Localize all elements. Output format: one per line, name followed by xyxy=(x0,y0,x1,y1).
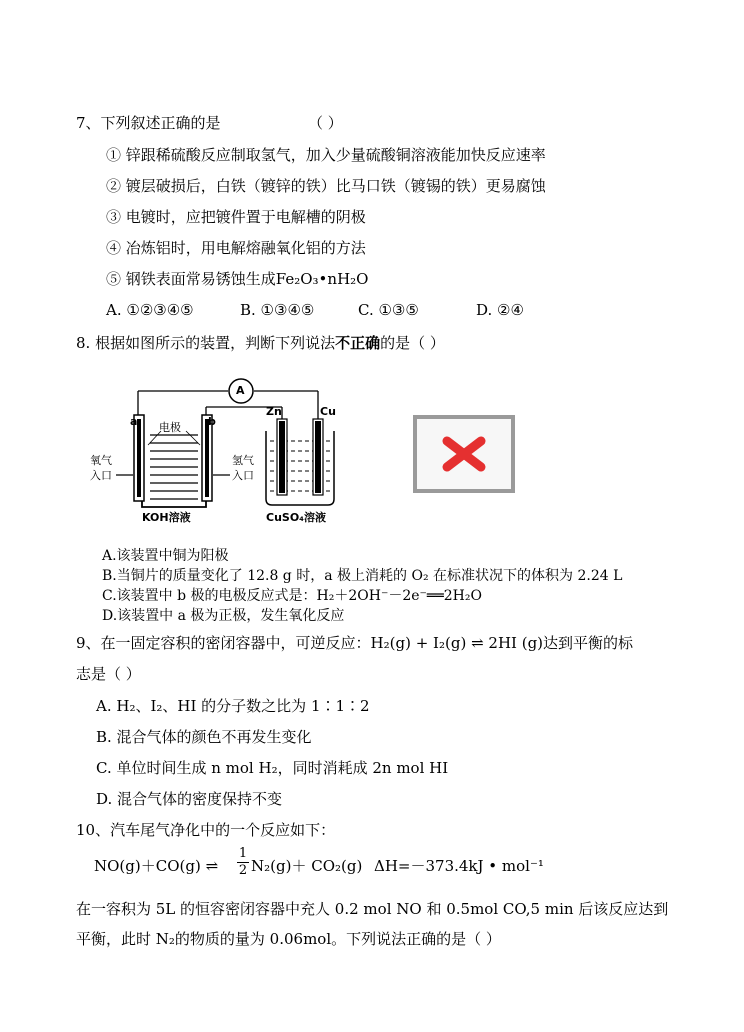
q8-option-a: A.该装置中铜为阳极 xyxy=(102,548,229,564)
apparatus-diagram xyxy=(86,375,356,525)
q9-stem-line1: 9、在一固定容积的密闭容器中，可逆反应：H₂(g) + I₂(g) ⇌ 2HI (g)达到平衡的标 xyxy=(76,634,634,652)
fraction-numerator: 1 xyxy=(238,846,248,861)
q7-option-b: B. ①③④⑤ xyxy=(240,301,315,319)
broken-image-placeholder xyxy=(413,415,515,493)
q10-line1: 在一容积为 5L 的恒容密闭容器中充人 0.2 mol NO 和 0.5mol CO,5 min 后该反应达到 xyxy=(76,900,669,918)
q8-stem-bold: 不正确 xyxy=(335,334,381,352)
fraction-denominator: 2 xyxy=(238,863,248,878)
q8-option-d: D.该装置中 a 极为正极，发生氧化反应 xyxy=(102,608,345,624)
q7-option-c: C. ①③⑤ xyxy=(358,301,419,319)
q9-option-b: B. 混合气体的颜色不再发生变化 xyxy=(96,728,312,746)
q8-stem xyxy=(76,333,445,353)
q9-option-a: A. H₂、I₂、HI 的分子数之比为 1∶1∶2 xyxy=(96,697,370,715)
label-hydrogen-inlet: 氢气 入口 xyxy=(232,454,254,482)
label-koh: KOH溶液 xyxy=(142,511,191,524)
q7-item-1: ① 锌跟稀硫酸反应制取氢气，加入少量硫酸铜溶液能加快反应速率 xyxy=(106,146,546,164)
red-x-icon xyxy=(417,419,511,489)
label-cuso4: CuSO₄溶液 xyxy=(266,511,326,524)
q10-stem: 10、汽车尾气净化中的一个反应如下： xyxy=(76,821,336,839)
q10-enthalpy: ΔH=－373.4kJ • mol⁻¹ xyxy=(374,857,544,875)
q7-stem: 7、下列叙述正确的是 xyxy=(76,114,221,132)
label-cu: Cu xyxy=(320,405,336,418)
label-zn: Zn xyxy=(266,405,282,418)
q7-option-d: D. ②④ xyxy=(476,301,524,319)
q7-item-4: ④ 冶炼铝时，用电解熔融氧化铝的方法 xyxy=(106,239,366,257)
q7-item-5: ⑤ 钢铁表面常易锈蚀生成Fe₂O₃•nH₂O xyxy=(106,270,369,288)
q10-equation-right: N₂(g)＋ CO₂(g) xyxy=(251,857,363,875)
q8-stem-post: 的是（ ） xyxy=(380,334,445,352)
q7-option-a: A. ①②③④⑤ xyxy=(106,301,194,319)
q8-stem-pre: 8. 根据如图所示的装置，判断下列说法 xyxy=(76,334,336,352)
label-electrode: 电极 xyxy=(159,421,181,434)
q8-option-b: B.当铜片的质量变化了 12.8 g 时，a 极上消耗的 O₂ 在标准状况下的体积为 2.24 L xyxy=(102,568,623,584)
ammeter-label: A xyxy=(236,384,245,397)
q9-option-c: C. 单位时间生成 n mol H₂，同时消耗成 2n mol HI xyxy=(96,759,449,777)
q9-stem-line2: 志是（ ） xyxy=(76,665,141,683)
q7-paren: （ ） xyxy=(308,114,343,132)
q10-equation-left: NO(g)＋CO(g) ⇌ xyxy=(94,857,219,875)
q8-figure xyxy=(86,375,356,525)
label-a: a xyxy=(130,415,138,428)
q10-line2: 平衡，此时 N₂的物质的量为 0.06mol。下列说法正确的是（ ） xyxy=(76,930,501,948)
q7-item-2: ② 镀层破损后，白铁（镀锌的铁）比马口铁（镀锡的铁）更易腐蚀 xyxy=(106,177,546,195)
q10-equation-fraction xyxy=(237,846,249,879)
label-b: b xyxy=(208,415,216,428)
q7-item-3: ③ 电镀时，应把镀件置于电解槽的阴极 xyxy=(106,208,366,226)
q9-option-d: D. 混合气体的密度保持不变 xyxy=(96,790,283,808)
q8-option-c: C.该装置中 b 极的电极反应式是：H₂＋2OH⁻－2e⁻══2H₂O xyxy=(102,588,482,604)
label-oxygen-inlet: 氧气 入口 xyxy=(90,454,112,482)
